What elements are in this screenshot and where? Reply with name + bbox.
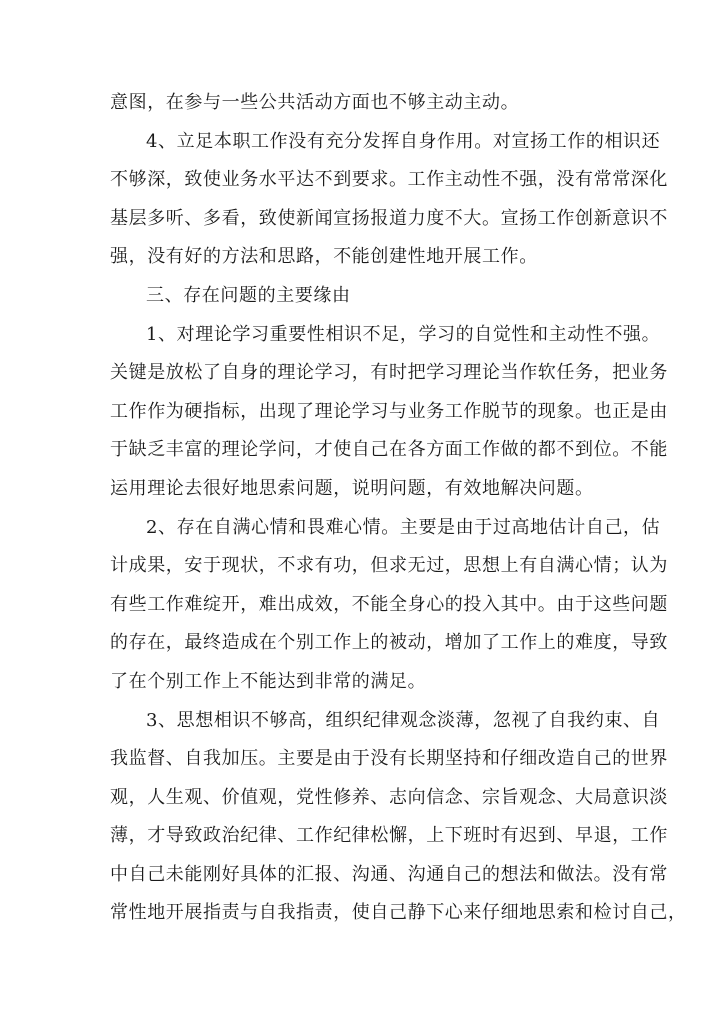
text-line: 薄，才导致政治纪律、工作纪律松懈，上下班时有迟到、早退，工作: [110, 825, 668, 847]
text-line: 意图，在参与一些公共活动方面也不够主动主动。: [110, 92, 520, 113]
text-line: 基层多听、多看，致使新闻宣扬报道力度不大。宣扬工作创新意识不: [110, 207, 668, 229]
text-line: 运用理论去很好地思索问题，说明问题，有效地解决问题。: [110, 477, 594, 499]
paragraph-start-line: 1、对理论学习重要性相识不足，学习的自觉性和主动性不强。: [146, 323, 661, 345]
body-text: [110, 84, 687, 933]
text-line: 计成果，安于现状，不求有功，但求无过，思想上有自满心情；认为: [110, 555, 668, 577]
text-line: 常性地开展指责与自我指责，使自己静下心来仔细地思索和检讨自己，: [110, 902, 687, 924]
text-line: 不够深，致使业务水平达不到要求。工作主动性不强，没有常常深化: [110, 169, 668, 191]
paragraph-start-line: 3、思想相识不够高，组织纪律观念淡薄，忽视了自我约束、自: [146, 709, 661, 731]
paragraph-start-line: 2、存在自满心情和畏难心情。主要是由于过高地估计自己，估: [146, 516, 661, 538]
text-line: 我监督、自我加压。主要是由于没有长期坚持和仔细改造自己的世界: [110, 748, 668, 770]
text-line: 了在个别工作上不能达到非常的满足。: [110, 670, 427, 692]
section-heading: 三、存在问题的主要缘由: [146, 284, 351, 306]
text-line: 工作作为硬指标，出现了理论学习与业务工作脱节的现象。也正是由: [110, 400, 668, 422]
text-line: 强，没有好的方法和思路，不能创建性地开展工作。: [110, 246, 538, 268]
text-line: 中自己未能刚好具体的汇报、沟通、沟通自己的想法和做法。没有常: [110, 863, 668, 885]
text-line: 观，人生观、价值观，党性修养、志向信念、宗旨观念、大局意识淡: [110, 786, 668, 808]
text-line: 有些工作难绽开，难出成效，不能全身心的投入其中。由于这些问题: [110, 593, 668, 615]
text-line: 关键是放松了自身的理论学习，有时把学习理论当作软任务，把业务: [110, 362, 668, 384]
paragraph-start-line: 4、立足本职工作没有充分发挥自身作用。对宣扬工作的相识还: [146, 130, 661, 152]
text-line: 于缺乏丰富的理论学问，才使自己在各方面工作做的都不到位。不能: [110, 439, 668, 461]
text-line: 的存在，最终造成在个别工作上的被动，增加了工作上的难度，导致: [110, 632, 668, 654]
